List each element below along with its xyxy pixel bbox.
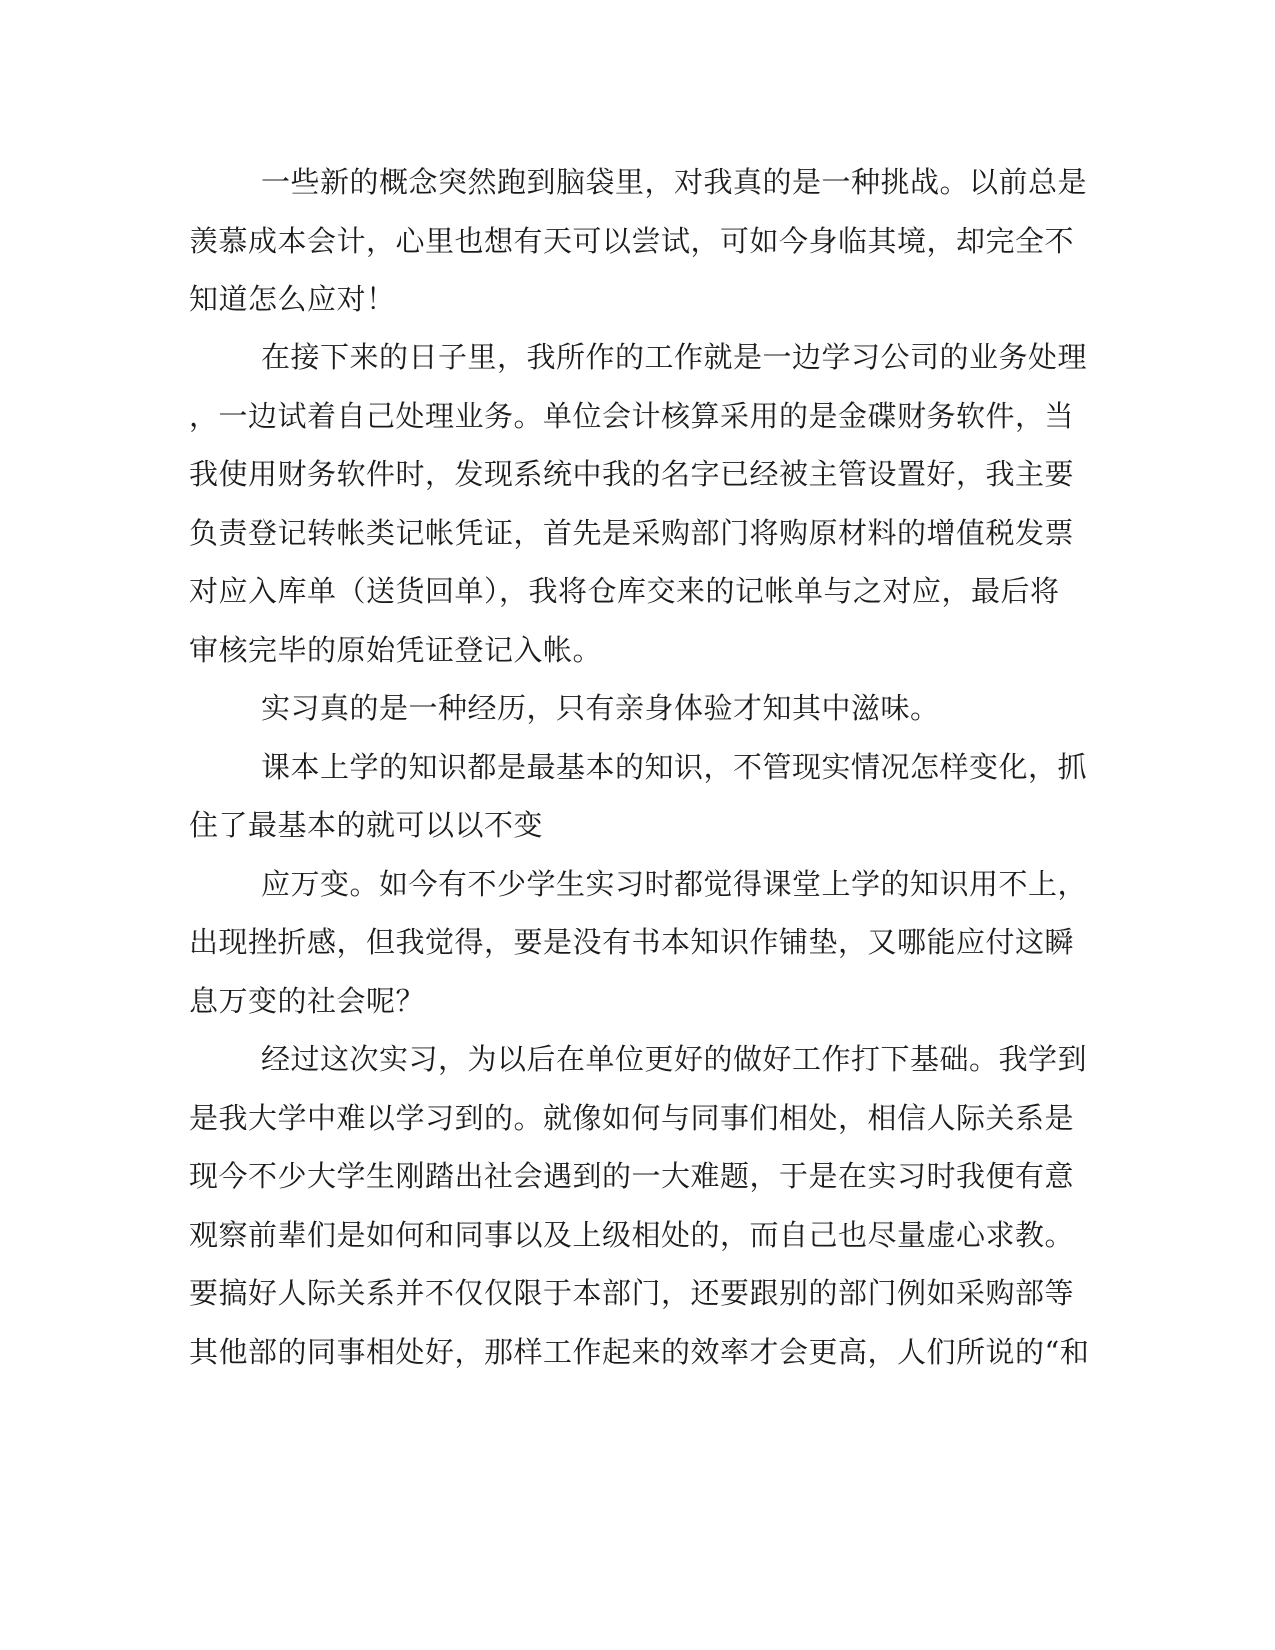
text-line: 在接下来的日子里，我所作的工作就是一边学习公司的业务处理 xyxy=(261,340,1088,374)
text-line: 对应入库单（送货回单），我将仓库交来的记帐单与之对应，最后将 xyxy=(189,574,1060,608)
text-line: 我使用财务软件时，发现系统中我的名字已经被主管设置好，我主要 xyxy=(189,457,1075,491)
text-line: 其他部的同事相处好，那样工作起来的效率才会更高，人们所说的“和 xyxy=(189,1335,1090,1369)
text-line: 负责登记转帐类记帐凭证，首先是采购部门将购原材料的增值税发票 xyxy=(189,516,1075,550)
text-line: 一些新的概念突然跑到脑袋里，对我真的是一种挑战。以前总是 xyxy=(261,165,1088,199)
text-line: 经过这次实习，为以后在单位更好的做好工作打下基础。我学到 xyxy=(261,1042,1088,1076)
text-line: 实习真的是一种经历，只有亲身体验才知其中滋味。 xyxy=(261,691,940,725)
text-line: ，一边试着自己处理业务。单位会计核算采用的是金碟财务软件，当 xyxy=(189,399,1075,433)
text-line: 审核完毕的原始凭证登记入帐。 xyxy=(189,633,603,667)
text-line: 出现挫折感，但我觉得，要是没有书本知识作铺垫，又哪能应付这瞬 xyxy=(189,925,1075,959)
text-line: 课本上学的知识都是最基本的知识，不管现实情况怎样变化，抓 xyxy=(261,750,1088,784)
text-line: 应万变。如今有不少学生实习时都觉得课堂上学的知识用不上， xyxy=(261,867,1088,901)
text-line: 羡慕成本会计，心里也想有天可以尝试，可如今身临其境，却完全不 xyxy=(189,224,1075,258)
text-line: 是我大学中难以学习到的。就像如何与同事们相处，相信人际关系是 xyxy=(189,1101,1075,1135)
text-line: 观察前辈们是如何和同事以及上级相处的，而自己也尽量虚心求教。 xyxy=(189,1218,1075,1252)
text-line: 知道怎么应对！ xyxy=(189,282,396,316)
text-line: 住了最基本的就可以以不变 xyxy=(189,808,544,842)
text-line: 现今不少大学生刚踏出社会遇到的一大难题，于是在实习时我便有意 xyxy=(189,1159,1075,1193)
text-line: 息万变的社会呢？ xyxy=(189,984,426,1018)
text-line: 要搞好人际关系并不仅仅限于本部门，还要跟别的部门例如采购部等 xyxy=(189,1276,1075,1310)
